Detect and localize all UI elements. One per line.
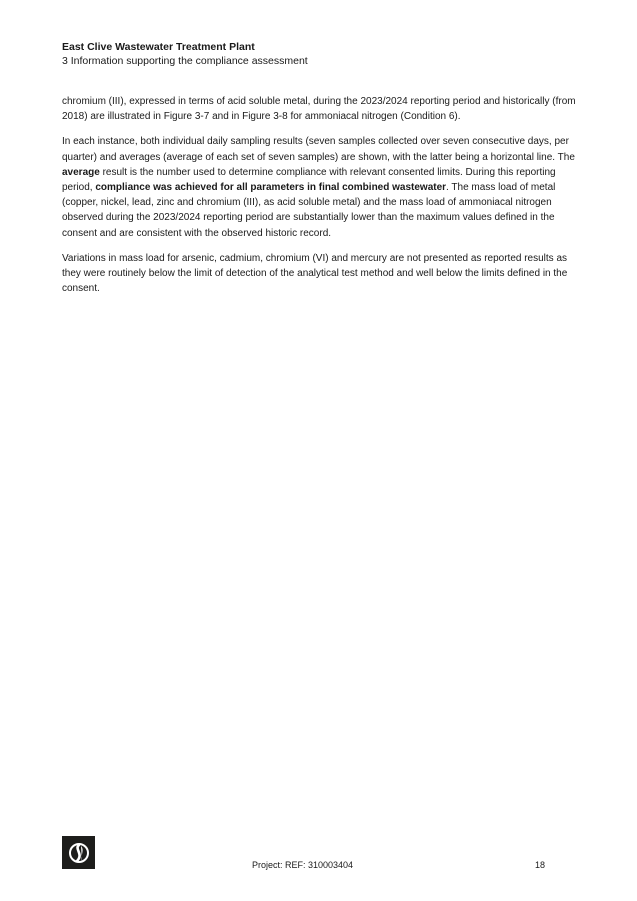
logo-mark-icon <box>68 842 90 864</box>
paragraph-1: chromium (III), expressed in terms of acid soluble metal, during the 2023/2024 reporting period and historically (from 2018) are illustrated in Figure 3-7 and in Figure 3-8 for ammoniacal nitrogen (Condition 6). <box>62 96 576 123</box>
paragraph-2-text-a: In each instance, both individual daily sampling results (seven samples collected over seven consecutive days, per quarter) and averages (average of each set of seven samples) are shown, with the latter being a horizontal line. The <box>62 136 575 163</box>
paragraph-2-bold-average: average <box>62 166 100 178</box>
paragraph-2-text-c: result is the number used to determine compliance with relevant consented limits. During this reporting period, <box>62 166 556 194</box>
section-title: 3 Information supporting the compliance assessment <box>62 55 308 67</box>
page-number: 18 <box>535 860 546 870</box>
company-logo-icon <box>62 836 95 869</box>
page-header <box>62 40 308 68</box>
body-text <box>62 94 577 306</box>
paragraph-3: Variations in mass load for arsenic, cadmium, chromium (VI) and mercury are not presented as reported results as they were routinely below the limit of detection of the analytical test method and well below the limits defined in the consent. <box>62 252 568 295</box>
project-reference: Project: REF: 310003404 <box>252 860 354 870</box>
paragraph-2-text-e: . The mass load of metal (copper, nickel, lead, zinc and chromium (III), as acid soluble metal) and the mass load of ammoniacal nitrogen observed during the 2023/2024 reporting period are substantially lower than the maximum values defined in the consent and are consistent with the observed historic record. <box>62 182 556 239</box>
document-title: East Clive Wastewater Treatment Plant <box>62 41 255 53</box>
paragraph-2 <box>62 134 577 240</box>
paragraph-2-bold-compliance: compliance was achieved for all parameters in final combined wastewater <box>95 182 447 194</box>
